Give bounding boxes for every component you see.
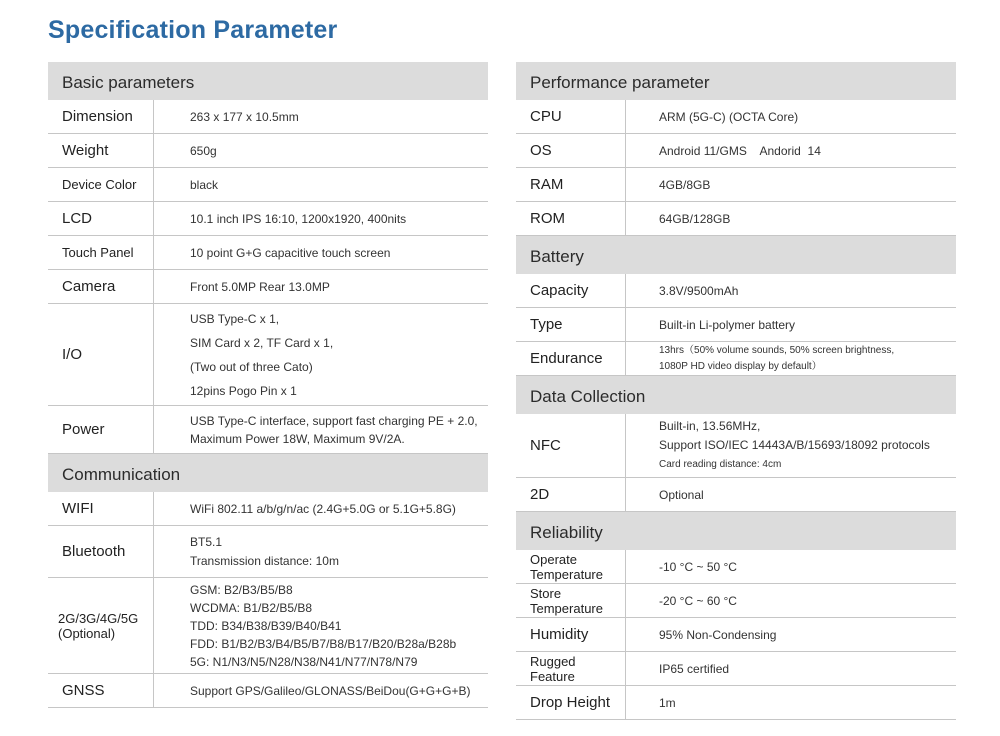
value-line: (Two out of three Cato) xyxy=(190,359,313,374)
spec-row-cpu xyxy=(516,100,956,134)
value-line: 4GB/8GB xyxy=(659,177,711,192)
spec-value xyxy=(626,618,956,651)
spec-value xyxy=(154,236,488,269)
value-line: USB Type-C x 1, xyxy=(190,311,280,326)
spec-row-lcd xyxy=(48,202,488,236)
spec-value xyxy=(154,168,488,201)
spec-value xyxy=(626,686,956,719)
spec-value xyxy=(154,134,488,167)
value-line: Support ISO/IEC 14443A/B/15693/18092 protocols xyxy=(659,438,930,452)
value-line: 10 point G+G capacitive touch screen xyxy=(190,245,391,260)
spec-row-rom xyxy=(516,202,956,236)
spec-label: GNSS xyxy=(48,674,154,707)
spec-value xyxy=(626,168,956,201)
value-line: -10 °C ~ 50 °C xyxy=(659,559,737,574)
right-spec-column xyxy=(516,62,956,720)
spec-label: Device Color xyxy=(48,168,154,201)
label-line: 2G/3G/4G/5G xyxy=(58,610,139,626)
spec-row-device-color xyxy=(48,168,488,202)
value-line: 3.8V/9500mAh xyxy=(659,283,739,298)
spec-row-endurance xyxy=(516,342,956,376)
label-line: (Optional) xyxy=(58,625,116,641)
spec-label xyxy=(516,584,626,617)
spec-row-cellular xyxy=(48,578,488,674)
value-line: 5G: N1/N3/N5/N28/N38/N41/N77/N78/N79 xyxy=(190,654,418,669)
value-line: Card reading distance: 4cm xyxy=(659,459,782,470)
value-line: WiFi 802.11 a/b/g/n/ac (2.4G+5.0G or 5.1G+5.8G) xyxy=(190,501,456,516)
spec-label: NFC xyxy=(516,414,626,477)
value-line: 10.1 inch IPS 16:10, 1200x1920, 400nits xyxy=(190,211,407,226)
spec-row-bluetooth xyxy=(48,526,488,578)
spec-row-type xyxy=(516,308,956,342)
spec-row-dimension xyxy=(48,100,488,134)
spec-label: Endurance xyxy=(516,342,626,375)
spec-row-operate-temp xyxy=(516,550,956,584)
spec-label: Camera xyxy=(48,270,154,303)
spec-row-camera xyxy=(48,270,488,304)
spec-value xyxy=(626,652,956,685)
spec-label: Type xyxy=(516,308,626,341)
value-line: 650g xyxy=(190,143,217,158)
label-line: Temperature xyxy=(530,600,603,616)
spec-row-io xyxy=(48,304,488,406)
spec-label: RAM xyxy=(516,168,626,201)
spec-label: Dimension xyxy=(48,100,154,133)
label-line: Store xyxy=(530,585,562,601)
spec-label: CPU xyxy=(516,100,626,133)
spec-row-drop-height xyxy=(516,686,956,720)
label-line: Rugged xyxy=(530,653,576,669)
value-line: 64GB/128GB xyxy=(659,211,731,226)
spec-row-touch-panel xyxy=(48,236,488,270)
spec-value xyxy=(626,584,956,617)
value-line: 1m xyxy=(659,695,676,710)
spec-label: Touch Panel xyxy=(48,236,154,269)
label-line: Operate xyxy=(530,551,577,567)
spec-row-2d xyxy=(516,478,956,512)
value-line: SIM Card x 2, TF Card x 1, xyxy=(190,335,334,350)
spec-row-wifi xyxy=(48,492,488,526)
spec-value xyxy=(626,100,956,133)
value-line: 95% Non-Condensing xyxy=(659,627,777,642)
value-line: 13hrs（50% volume sounds, 50% screen brightness, xyxy=(659,344,895,356)
spec-label: Power xyxy=(48,406,154,453)
spec-label: WIFI xyxy=(48,492,154,525)
spec-row-rugged xyxy=(516,652,956,686)
spec-value xyxy=(154,526,488,577)
spec-label xyxy=(48,578,154,673)
page-title: Specification Parameter xyxy=(48,16,338,44)
spec-label xyxy=(516,652,626,685)
section-header-communication: Communication xyxy=(48,454,488,492)
spec-row-nfc xyxy=(516,414,956,478)
spec-row-power xyxy=(48,406,488,454)
spec-label: 2D xyxy=(516,478,626,511)
value-line: USB Type-C interface, support fast charging PE + 2.0, xyxy=(190,413,478,428)
value-line: 12pins Pogo Pin x 1 xyxy=(190,383,297,398)
value-line: BT5.1 xyxy=(190,534,223,549)
spec-label: Capacity xyxy=(516,274,626,307)
spec-value xyxy=(154,406,488,453)
value-line: Android 11/GMS Andorid 14 xyxy=(659,143,821,158)
section-header-basic: Basic parameters xyxy=(48,62,488,100)
spec-value xyxy=(626,308,956,341)
spec-value xyxy=(626,274,956,307)
spec-value xyxy=(154,674,488,707)
value-line: 1080P HD video display by default） xyxy=(659,360,822,372)
spec-value xyxy=(626,202,956,235)
spec-row-os xyxy=(516,134,956,168)
spec-value xyxy=(626,134,956,167)
spec-value xyxy=(154,202,488,235)
spec-row-store-temp xyxy=(516,584,956,618)
spec-value xyxy=(154,100,488,133)
value-line: IP65 certified xyxy=(659,661,730,676)
spec-label: LCD xyxy=(48,202,154,235)
value-line: GSM: B2/B3/B5/B8 xyxy=(190,582,293,597)
spec-label: I/O xyxy=(48,304,154,405)
value-line: Built-in Li-polymer battery xyxy=(659,317,796,332)
section-header-reliability: Reliability xyxy=(516,512,956,550)
spec-label: Bluetooth xyxy=(48,526,154,577)
value-line: Maximum Power 18W, Maximum 9V/2A. xyxy=(190,431,405,446)
spec-value xyxy=(154,270,488,303)
value-line: Transmission distance: 10m xyxy=(190,553,339,568)
spec-label: OS xyxy=(516,134,626,167)
label-line: Temperature xyxy=(530,566,603,582)
value-line: black xyxy=(190,177,219,192)
label-line: Feature xyxy=(530,668,575,684)
section-header-data-collection: Data Collection xyxy=(516,376,956,414)
value-line: Built-in, 13.56MHz, xyxy=(659,419,761,433)
value-line: ARM (5G-C) (OCTA Core) xyxy=(659,109,799,124)
spec-value xyxy=(626,478,956,511)
spec-row-weight xyxy=(48,134,488,168)
spec-label: Humidity xyxy=(516,618,626,651)
section-header-battery: Battery xyxy=(516,236,956,274)
spec-value xyxy=(154,492,488,525)
spec-row-humidity xyxy=(516,618,956,652)
spec-value xyxy=(154,304,488,405)
value-line: Front 5.0MP Rear 13.0MP xyxy=(190,279,330,294)
spec-label: Weight xyxy=(48,134,154,167)
value-line: WCDMA: B1/B2/B5/B8 xyxy=(190,600,313,615)
value-line: Optional xyxy=(659,487,704,502)
spec-value xyxy=(154,578,488,673)
spec-label: ROM xyxy=(516,202,626,235)
value-line: Support GPS/Galileo/GLONASS/BeiDou(G+G+G+B) xyxy=(190,683,471,698)
value-line: -20 °C ~ 60 °C xyxy=(659,593,737,608)
left-spec-column xyxy=(48,62,488,708)
value-line: TDD: B34/B38/B39/B40/B41 xyxy=(190,618,342,633)
section-header-performance: Performance parameter xyxy=(516,62,956,100)
spec-value xyxy=(626,414,956,477)
spec-value xyxy=(626,342,956,375)
spec-row-capacity xyxy=(516,274,956,308)
spec-row-ram xyxy=(516,168,956,202)
value-line: FDD: B1/B2/B3/B4/B5/B7/B8/B17/B20/B28a/B28b xyxy=(190,636,457,651)
spec-row-gnss xyxy=(48,674,488,708)
value-line: 263 x 177 x 10.5mm xyxy=(190,109,299,124)
spec-label xyxy=(516,550,626,583)
spec-value xyxy=(626,550,956,583)
spec-label: Drop Height xyxy=(516,686,626,719)
